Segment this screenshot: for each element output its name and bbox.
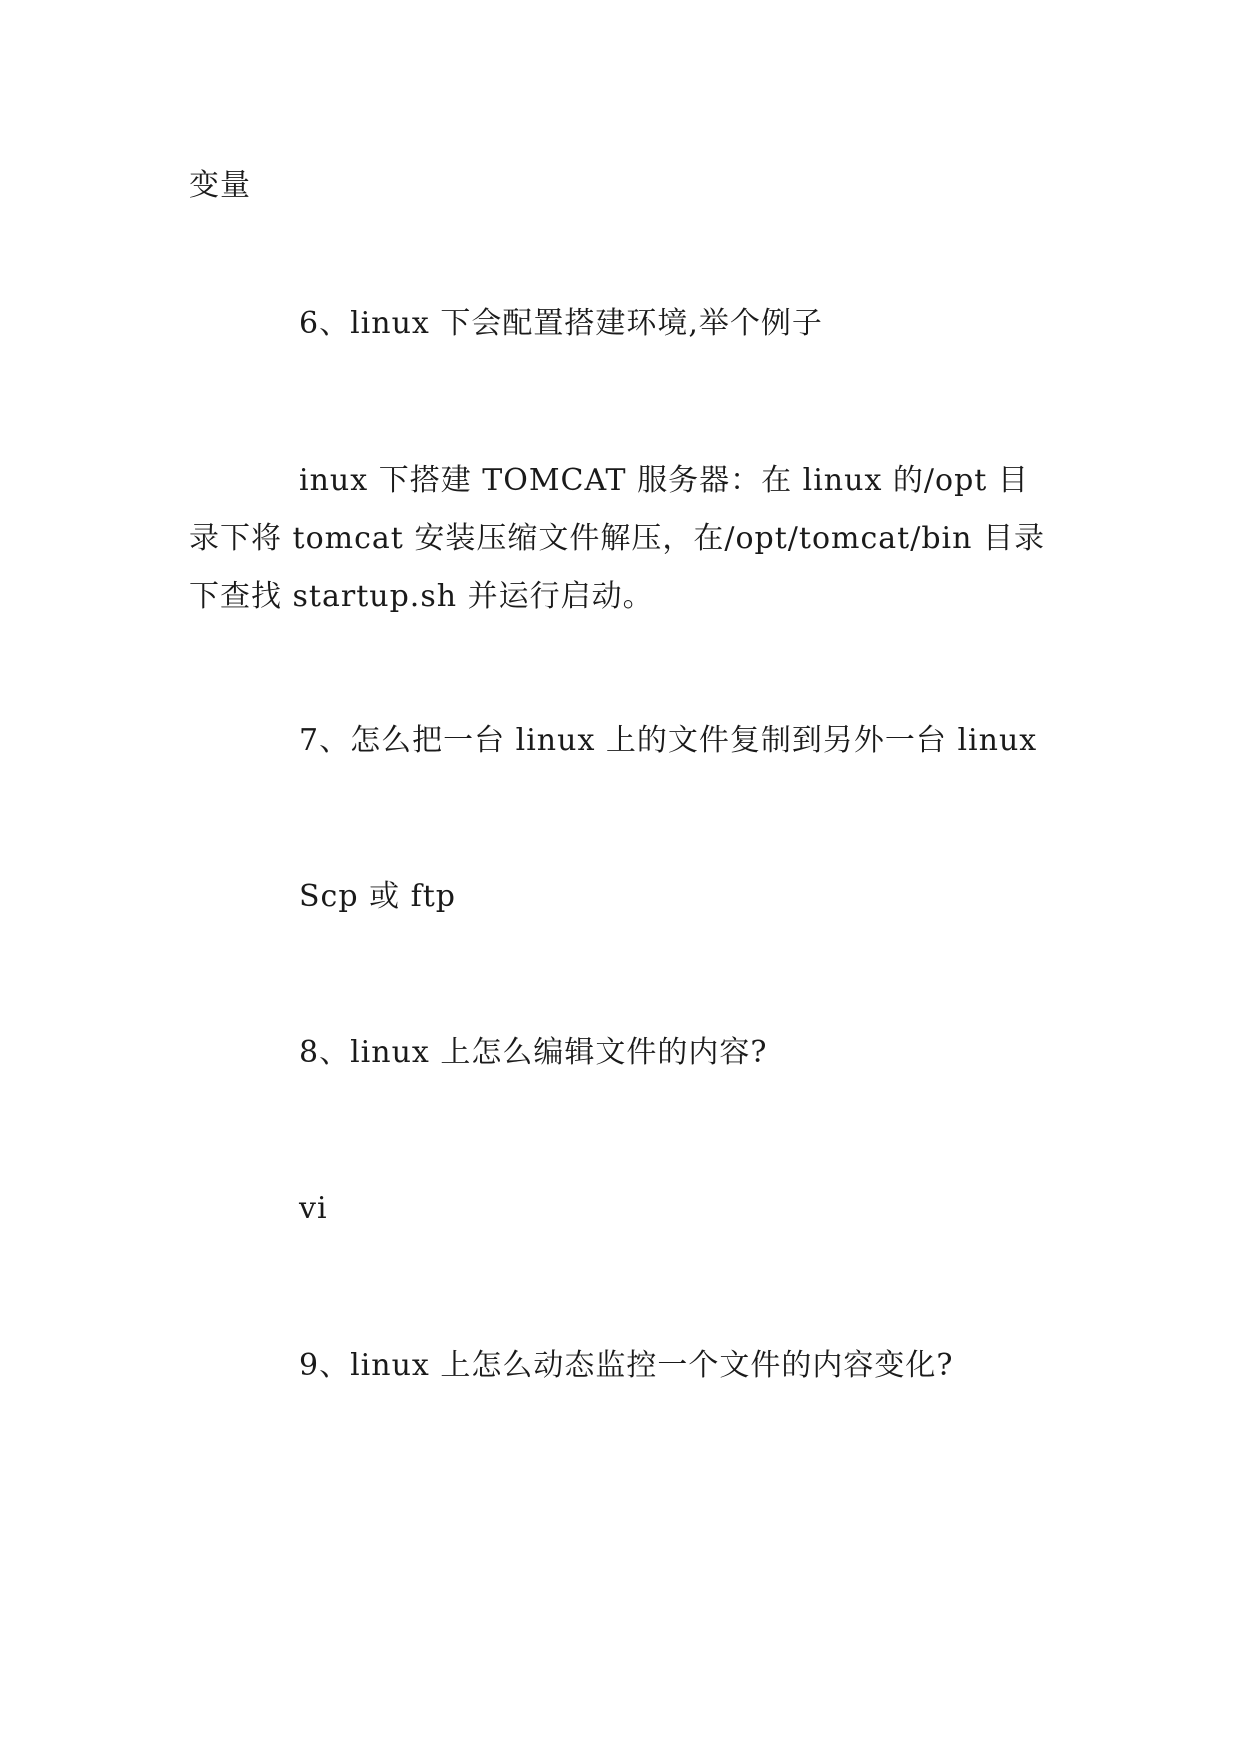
answer-7: Scp 或 ftp [299, 879, 456, 914]
question-9: 9、linux 上怎么动态监控一个文件的内容变化? [299, 1348, 954, 1383]
answer-6-paragraph: inux 下搭建 TOMCAT 服务器：在 linux 的/opt 目录下将 tomcat 安装压缩文件解压，在/opt/tomcat/bin 目录下查找 startup.sh 并运行启动。 [189, 463, 1045, 614]
text-line-variable: 变量 [189, 168, 251, 203]
question-6: 6、linux 下会配置搭建环境,举个例子 [299, 306, 823, 341]
answer-8: vi [299, 1191, 328, 1226]
question-7: 7、怎么把一台 linux 上的文件复制到另外一台 linux [299, 723, 1038, 758]
question-8: 8、linux 上怎么编辑文件的内容? [299, 1035, 768, 1070]
